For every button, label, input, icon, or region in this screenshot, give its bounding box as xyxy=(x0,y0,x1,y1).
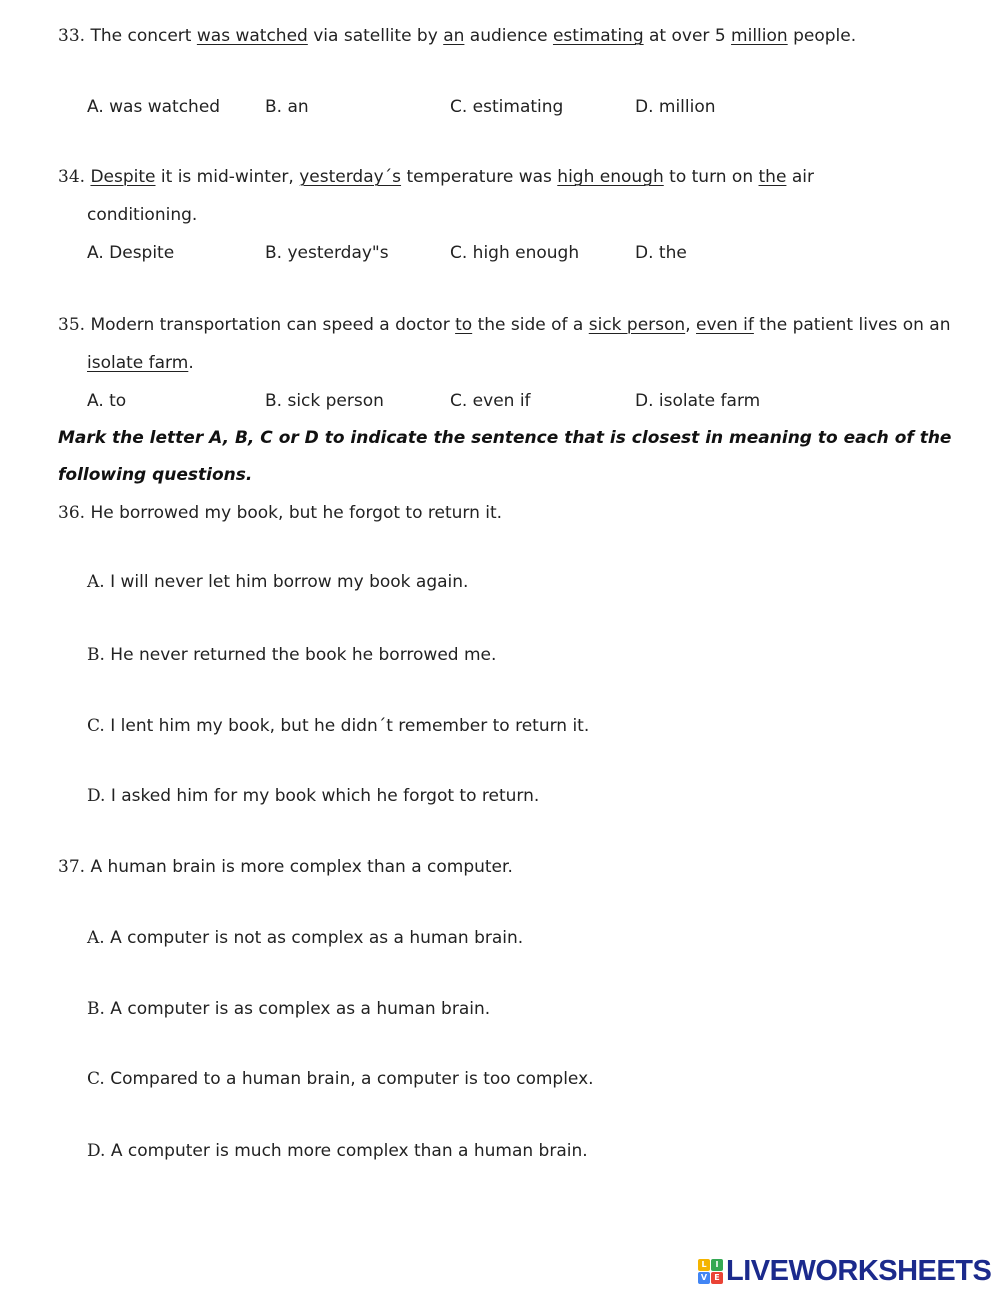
logo-tile: V xyxy=(698,1272,710,1284)
underlined-option-c: high enough xyxy=(557,167,664,187)
underlined-option-d: isolate farm xyxy=(87,353,189,373)
question-number: 33. xyxy=(58,26,86,46)
underlined-option-a: Despite xyxy=(90,167,156,187)
instruction-line-1: Mark the letter A, B, C or D to indicate the sentence that is closest in meaning to each of the xyxy=(58,428,952,448)
underlined-option-b: an xyxy=(443,26,465,46)
question-37 xyxy=(58,856,513,878)
underlined-option-a: to xyxy=(455,315,473,335)
logo-icon xyxy=(698,1259,723,1284)
option-b: B. sick person xyxy=(265,391,384,411)
option-d: D. the xyxy=(635,243,687,263)
logo-tile: L xyxy=(698,1259,710,1271)
question-number: 37. xyxy=(58,857,86,877)
option-a: A. was watched xyxy=(87,97,221,117)
question-35-continued: isolate farm. xyxy=(87,353,194,373)
option-c: C. I lent him my book, but he didn´t remember to return it. xyxy=(87,716,590,736)
question-text: A human brain is more complex than a computer. xyxy=(90,857,513,877)
question-text: The concert was watched via satellite by an audience estimating at over 5 million people. xyxy=(90,26,857,46)
option-d: D. isolate farm xyxy=(635,391,761,411)
option-b: B. yesterday"s xyxy=(265,243,389,263)
option-d: D. A computer is much more complex than a human brain. xyxy=(87,1141,588,1161)
underlined-option-b: yesterday´s xyxy=(299,167,402,187)
question-number: 34. xyxy=(58,167,86,187)
option-c: C. high enough xyxy=(450,243,580,263)
question-34-continued: conditioning. xyxy=(87,205,198,225)
question-text: Modern transportation can speed a doctor to the side of a sick person, even if the patient lives on an xyxy=(90,315,951,335)
option-d: D. million xyxy=(635,97,716,117)
question-number: 36. xyxy=(58,503,86,523)
question-35 xyxy=(58,314,951,336)
option-c: C. estimating xyxy=(450,97,564,117)
logo-text: LIVEWORKSHEETS xyxy=(726,1254,992,1287)
option-a: A. I will never let him borrow my book again. xyxy=(87,572,469,592)
option-c: C. even if xyxy=(450,391,531,411)
underlined-option-d: million xyxy=(731,26,788,46)
option-a: A. A computer is not as complex as a human brain. xyxy=(87,928,524,948)
question-text: Despite it is mid-winter, yesterday´s temperature was high enough to turn on the air xyxy=(90,167,814,187)
question-number: 35. xyxy=(58,315,86,335)
option-c: C. Compared to a human brain, a computer is too complex. xyxy=(87,1069,594,1089)
logo-tile: E xyxy=(711,1272,723,1284)
underlined-option-c: even if xyxy=(696,315,754,335)
question-36 xyxy=(58,502,502,524)
option-a: A. to xyxy=(87,391,127,411)
question-33 xyxy=(58,25,856,47)
option-b: B. an xyxy=(265,97,309,117)
liveworksheets-logo xyxy=(698,1254,992,1287)
logo-tile: I xyxy=(711,1259,723,1271)
underlined-option-b: sick person xyxy=(588,315,686,335)
question-text: He borrowed my book, but he forgot to return it. xyxy=(90,503,503,523)
option-a: A. Despite xyxy=(87,243,175,263)
underlined-option-d: the xyxy=(758,167,787,187)
option-d: D. I asked him for my book which he forgot to return. xyxy=(87,786,540,806)
instruction-line-2: following questions. xyxy=(58,465,253,485)
underlined-option-a: was watched xyxy=(196,26,308,46)
option-b: B. He never returned the book he borrowed me. xyxy=(87,645,497,665)
underlined-option-c: estimating xyxy=(552,26,644,46)
option-b: B. A computer is as complex as a human brain. xyxy=(87,999,491,1019)
question-34 xyxy=(58,166,814,188)
